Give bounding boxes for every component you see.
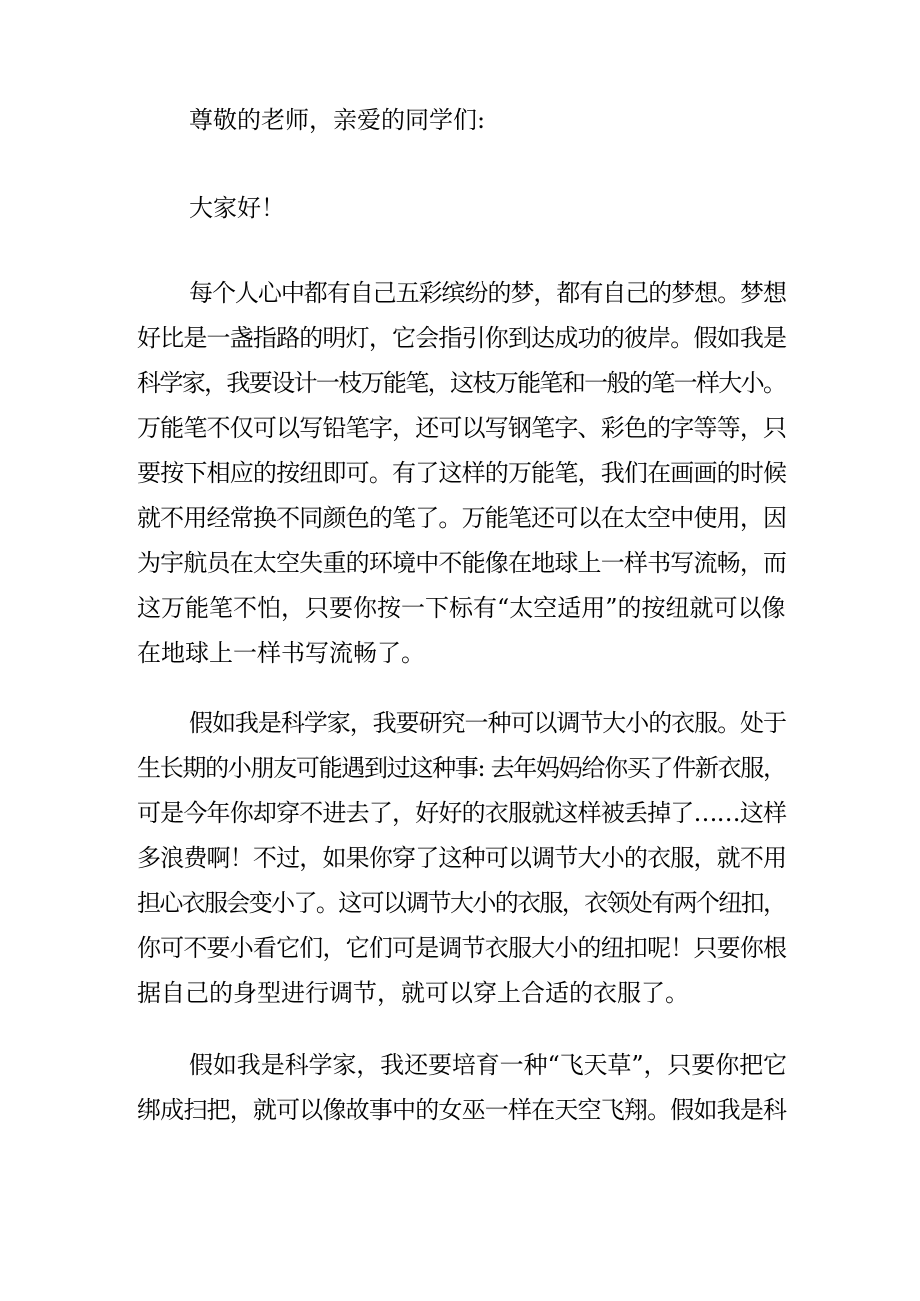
- greeting: [137, 98, 787, 143]
- paragraph-line: 假如我是科学家，我还要培育一种“飞天草”，只要你把它: [189, 1051, 787, 1079]
- paragraph-line: 可是今年你却穿不进去了，好好的衣服就这样被丢掉了……这样: [137, 799, 787, 827]
- paragraph-line: 多浪费啊！不过，如果你穿了这种可以调节大小的衣服，就不用: [137, 844, 787, 872]
- paragraph-line: 科学家，我要设计一枝万能笔，这枝万能笔和一般的笔一样大小。: [137, 369, 786, 397]
- greeting-line: 尊敬的老师，亲爱的同学们:: [189, 106, 486, 134]
- paragraph-line: 在地球上一样书写流畅了。: [137, 639, 425, 667]
- salutation-line: 大家好！: [189, 194, 285, 222]
- paragraph-2: [137, 701, 787, 1016]
- paragraph-1: [137, 271, 787, 676]
- salutation: [137, 186, 787, 231]
- paragraph-line: 你可不要小看它们，它们可是调节衣服大小的纽扣呢！只要你根: [137, 934, 787, 962]
- paragraph-line: 这万能笔不怕，只要你按一下标有“太空适用”的按纽就可以像: [137, 594, 786, 622]
- paragraph-line: 据自己的身型进行调节，就可以穿上合适的衣服了。: [137, 979, 689, 1007]
- paragraph-line: 假如我是科学家，我要研究一种可以调节大小的衣服。处于: [189, 709, 786, 737]
- paragraph-line: 为宇航员在太空失重的环境中不能像在地球上一样书写流畅，而: [137, 549, 787, 577]
- paragraph-line: 生长期的小朋友可能遇到过这种事: 去年妈妈给你买了件新衣服，: [137, 754, 786, 782]
- paragraph-line: 就不用经常换不同颜色的笔了。万能笔还可以在太空中使用，因: [137, 504, 787, 532]
- paragraph-line: 万能笔不仅可以写铅笔字，还可以写钢笔字、彩色的字等等，只: [137, 414, 787, 442]
- paragraph-line: 担心衣服会变小了。这可以调节大小的衣服，衣领处有两个纽扣，: [137, 889, 786, 917]
- paragraph-line: 绑成扫把，就可以像故事中的女巫一样在天空飞翔。假如我是科: [137, 1096, 787, 1124]
- paragraph-3: [137, 1043, 787, 1133]
- paragraph-line: 要按下相应的按纽即可。有了这样的万能笔，我们在画画的时候: [137, 459, 787, 487]
- paragraph-line: 每个人心中都有自己五彩缤纷的梦，都有自己的梦想。梦想: [189, 279, 786, 307]
- paragraph-line: 好比是一盏指路的明灯，它会指引你到达成功的彼岸。假如我是: [137, 324, 787, 352]
